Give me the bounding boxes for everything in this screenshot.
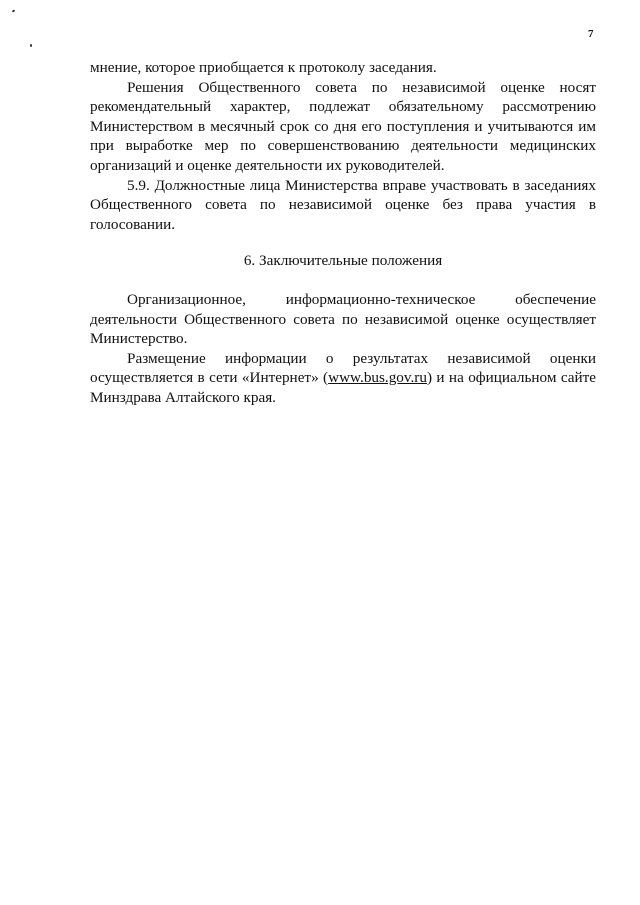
paragraph-support: деятельности Общественного совета по независимой оценке осуществляет Министерство.: [90, 310, 596, 348]
paragraph-placement: [90, 368, 596, 407]
scan-speck: [30, 44, 32, 47]
page-number: 7: [588, 28, 594, 40]
paragraph-continuation: мнение, которое приобщается к протоколу заседания.: [90, 59, 437, 76]
paragraph-support-first-line: Организационное, информационно-техническое обеспечение: [127, 290, 596, 308]
bus-gov-link[interactable]: www.bus.gov.ru: [328, 369, 427, 387]
document-body: [90, 58, 596, 408]
placement-text-after-link: ) и на официальном сайте Минздрава Алтайского края.: [90, 369, 596, 406]
paragraph-placement-first-line: Размещение информации о результатах независимой оценки: [127, 349, 596, 367]
scan-speck: [12, 9, 16, 12]
paragraph-item-5-9: 5.9. Должностные лица Министерства вправе участвовать в заседаниях Общественного совета по независимой оценке без права участия в голосовании.: [90, 176, 596, 233]
section-heading: 6. Заключительные положения: [243, 252, 443, 270]
placement-text-before-link: осуществляется в сети «Интернет» (: [90, 369, 329, 387]
paragraph-decisions: Решения Общественного совета по независимой оценке носят рекомендательный характер, подлежат обязательному рассмотрению Министерством в месячный срок со дня его поступления и учитываются им при выработке мер по совершенствованию деятельности медицинских организаций и оценке деятельности их руководителей.: [90, 78, 596, 174]
